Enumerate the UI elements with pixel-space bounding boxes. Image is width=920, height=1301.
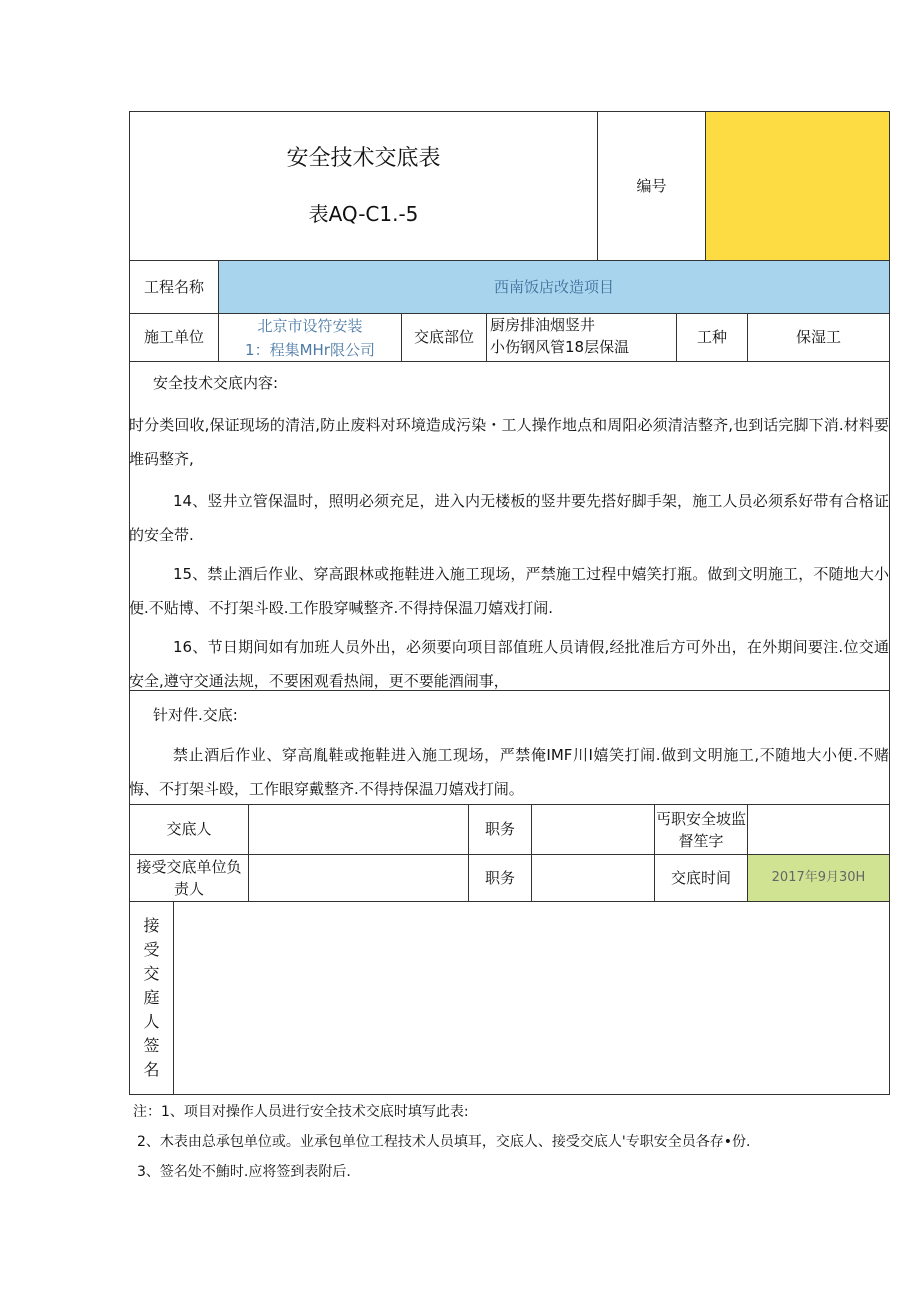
receiver-sign-char: 受: [143, 940, 160, 959]
position2-label-cell: [468, 854, 532, 902]
presenter-value-cell[interactable]: [248, 804, 469, 855]
receiver-sign-char: 交: [143, 964, 160, 983]
receiver-sign-char: 庭: [143, 988, 160, 1007]
safety-label-line1: 丐职安全坡监: [655, 809, 746, 828]
receiver-sign-label: [143, 914, 159, 1082]
receiver-sign-area[interactable]: [173, 901, 890, 1095]
content-heading: 安全技术交底内容:: [153, 374, 279, 392]
content-paragraph: 15、禁止酒后作业、穿高跟林或拖鞋进入施工现场，严禁施工过程中嬉笑打瓶。做到文明施工，不随地大小便.不贴博、不打架斗殴.工作股穿喊整齐.不得持保温刀嬉戏打闹.: [129, 565, 889, 617]
number-value-cell[interactable]: [705, 111, 890, 261]
safety-value-cell[interactable]: [747, 804, 890, 855]
time-value-cell[interactable]: [747, 854, 890, 902]
unit-value-line2: 1：程集MHr限公司: [245, 340, 375, 359]
part-label-cell: [401, 313, 487, 362]
content-paragraph: 14、竖井立管保温时，照明必须充足，进入内无楼板的竖井要先搭好脚手架，施工人员必须系好带有合格证的安全带.: [129, 492, 889, 544]
title-cell: [129, 111, 598, 261]
part-value-cell[interactable]: [486, 313, 677, 362]
position-label-cell: [468, 804, 532, 855]
note-line: 注：1、项目对操作人员进行安全技术交底时填写此表:: [133, 1104, 469, 1120]
time-label: 交底时间: [670, 868, 731, 887]
unit-label-cell: [129, 313, 219, 362]
content-paragraph: 16、节日期间如有加班人员外出，必须要向项目部值班人员请假,经批准后方可外出，在外期间要注.位交通安全,遵守交通法规，不要困观看热闹，更不要能酒闹事，: [129, 638, 889, 690]
receiver-sign-char: 名: [143, 1060, 160, 1079]
form-title: 安全技术交底表: [286, 145, 441, 171]
safety-label-cell: [654, 804, 748, 855]
receiver-sign-label-cell: [129, 901, 174, 1095]
unit-label: 施工单位: [143, 328, 204, 347]
trade-value: 保湿工: [795, 328, 841, 347]
trade-label: 工种: [696, 328, 727, 347]
receiver-label-line2: 责人: [173, 880, 204, 898]
trade-label-cell: [676, 313, 748, 362]
specific-heading: 针对件.交底:: [153, 706, 238, 724]
note-line: 3、签名处不鮪时.应将签到表附后.: [137, 1164, 351, 1180]
part-value-line1: 厨房排油烟竖井: [490, 316, 596, 334]
project-name: 西南饭店改造项目: [493, 277, 614, 296]
safety-label-line2: 督笙字: [678, 831, 724, 850]
number-label: 编号: [636, 176, 667, 195]
receiver-sign-char: 人: [143, 1012, 160, 1031]
receiver-label-line1: 接受交底单位负: [136, 858, 242, 876]
number-label-cell: [597, 111, 706, 261]
note-line: 2、木表由总承包单位或。业承包单位工程技术人员填耳，交底人、接受交底人'专职安全员各存•份.: [137, 1134, 751, 1150]
project-label-cell: [129, 260, 219, 314]
project-label: 工程名称: [143, 277, 204, 296]
position2-label: 职务: [484, 868, 515, 887]
presenter-label-cell: [129, 804, 249, 855]
trade-value-cell[interactable]: [747, 313, 890, 362]
receiver-sign-char: 签: [143, 1036, 160, 1055]
part-value-line2: 小伤钢风管18层保温: [490, 338, 630, 356]
position-value-cell[interactable]: [531, 804, 655, 855]
project-value-cell[interactable]: [218, 260, 890, 314]
receiver-label-cell: [129, 854, 249, 902]
part-label: 交底部位: [413, 328, 474, 347]
position2-value-cell[interactable]: [531, 854, 655, 902]
time-value: 2017年9月30H: [771, 870, 866, 886]
receiver-sign-char: 接: [143, 916, 160, 935]
unit-value-cell[interactable]: [218, 313, 402, 362]
content-paragraph: 时分类回收,保证现场的清洁,防止废料对环境造成污染・工人操作地点和周阳必须清洁整齐,也到话完脚下消.材料要堆码整齐,: [129, 416, 889, 468]
unit-value-line1: 北京市设符安装: [257, 316, 363, 335]
time-label-cell: [654, 854, 748, 902]
presenter-label: 交底人: [166, 820, 212, 839]
form-code: 表AQ-C1.-5: [308, 202, 419, 227]
receiver-value-cell[interactable]: [248, 854, 469, 902]
position-label: 职务: [484, 820, 515, 839]
specific-text: 禁止酒后作业、穿高胤鞋或拖鞋进入施工现场，严禁俺IMF川I嬉笑打闹.做到文明施工,不随地大小便.不赌悔、不打架斗殴，工作眼穿戴整齐.不得持保温刀嬉戏打闹。: [129, 746, 889, 798]
